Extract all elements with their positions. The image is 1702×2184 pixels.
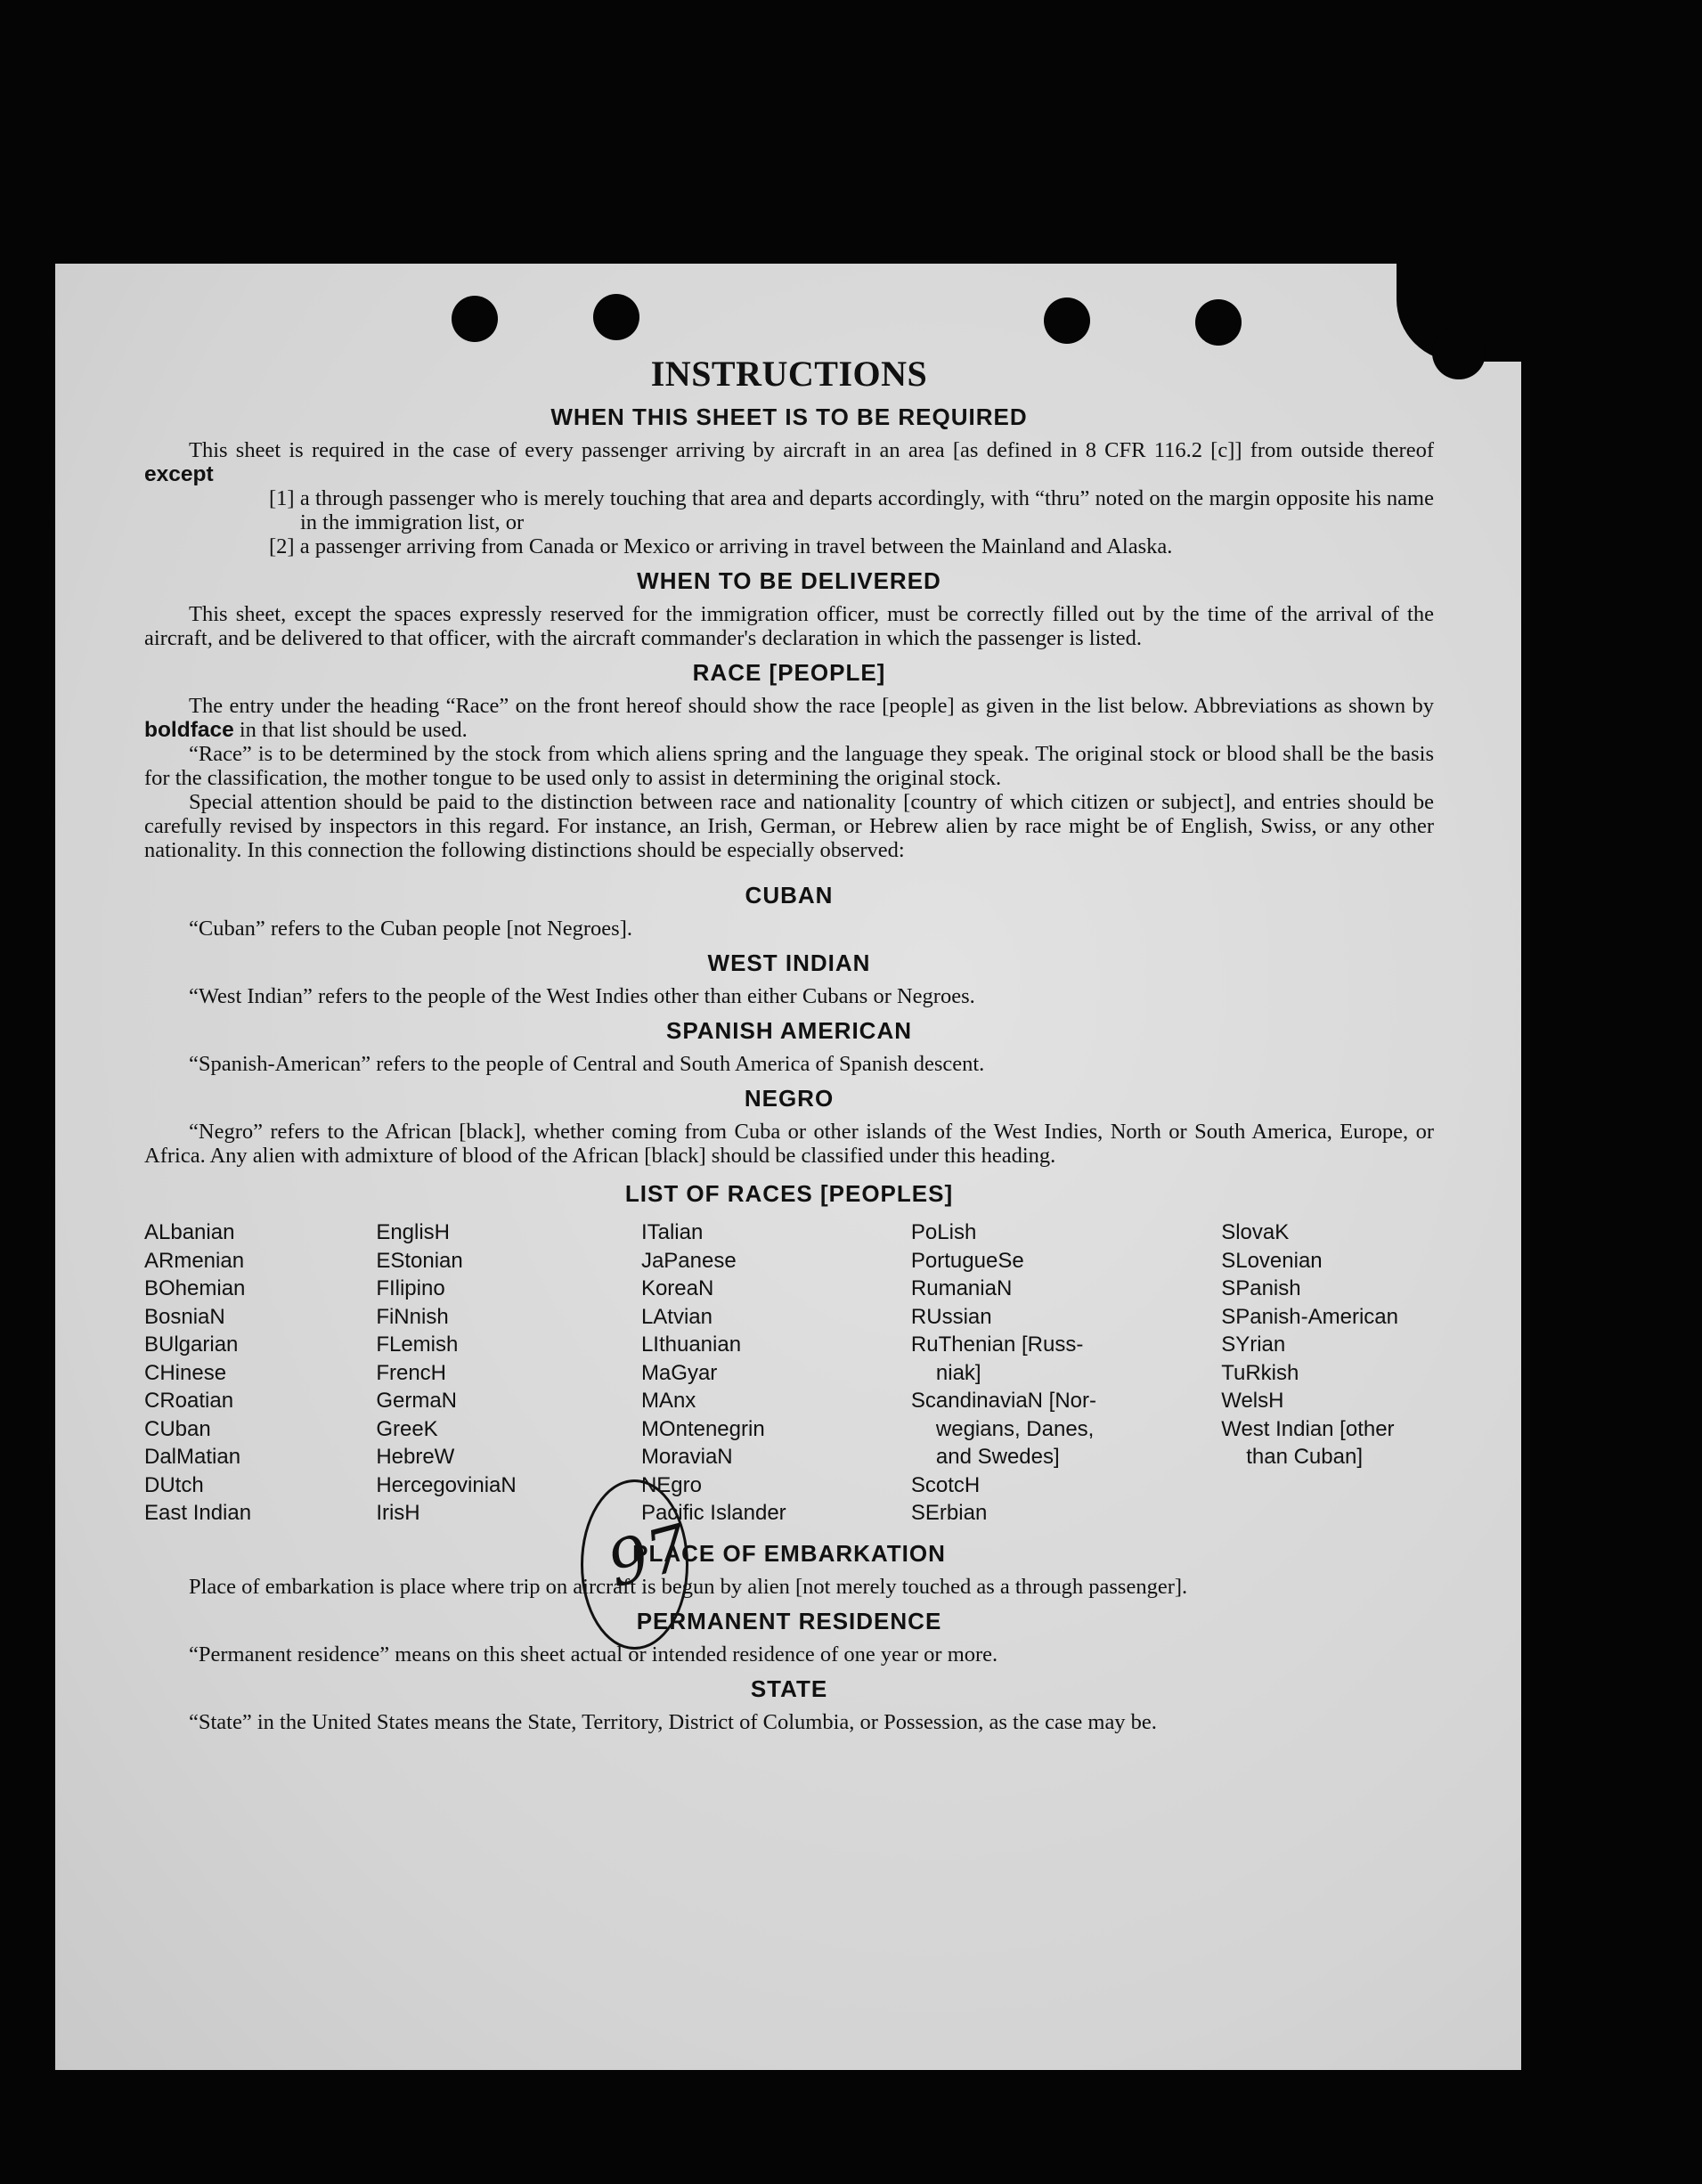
race-entry: GreeK: [376, 1416, 438, 1441]
paragraph: “Permanent residence” means on this sheet actual or intended residence of one year or more.: [189, 1642, 998, 1667]
paragraph-text: This sheet is required in the case of every passenger arriving by aircraft in an area [as defined in 8 CFR 116.2 [c]] from outside thereof: [189, 438, 1434, 462]
document-body: [144, 353, 1434, 1734]
section-heading-race: RACE [PEOPLE]: [692, 659, 886, 686]
page-title: INSTRUCTIONS: [650, 354, 928, 394]
race-entry: MOntenegrin: [640, 1416, 765, 1441]
section-heading-cuban: CUBAN: [745, 882, 834, 909]
list-item: [1] a through passenger who is merely touching that area and departs accordingly, with “thru” noted on the margin opposite his name in the immigration list, or: [269, 486, 1434, 534]
section-heading-when-required: WHEN THIS SHEET IS TO BE REQUIRED: [550, 403, 1028, 430]
race-entry: RUssian: [910, 1304, 992, 1329]
punch-hole: [1044, 297, 1090, 344]
race-entry: SPanish-American: [1221, 1304, 1398, 1329]
handwritten-mark: 97: [599, 1510, 696, 1602]
races-column: [1221, 1218, 1398, 1528]
race-entry: HebreW: [376, 1445, 455, 1469]
race-entry: FIlipino: [376, 1276, 445, 1300]
document-sheet: [55, 264, 1521, 2070]
race-entry: BOhemian: [144, 1276, 246, 1300]
race-entry: ITalian: [640, 1220, 704, 1244]
paragraph: “Race” is to be determined by the stock from which aliens spring and the language they speak. The original stock or blood shall be the basis for the classification, the mother tongue to be used only to assist in determining the original stock.: [144, 742, 1434, 790]
race-entry: KoreaN: [640, 1276, 714, 1300]
race-entry: DalMatian: [144, 1445, 241, 1469]
race-entry: NEgro: [640, 1472, 702, 1497]
race-entry: ALbanian: [144, 1220, 235, 1244]
paragraph: “Cuban” refers to the Cuban people [not Negroes].: [189, 917, 632, 941]
section-heading-west-indian: WEST INDIAN: [707, 949, 871, 976]
punch-hole: [1195, 299, 1242, 346]
paragraph: “State” in the United States means the State, Territory, District of Columbia, or Possession, as the case may be.: [189, 1709, 1157, 1734]
section-heading-state: STATE: [750, 1675, 828, 1702]
race-entry: LIthuanian: [640, 1332, 742, 1357]
race-entry: ARmenian: [144, 1248, 245, 1273]
paragraph: Special attention should be paid to the distinction between race and nationality [country of which citizen or subject], and entries should be carefully revised by inspectors in this regard. For instance, an Irish, German, or Hebrew alien by race might be of English, Swiss, or any other nationality. In this connection the following distinctions should be especially observed:: [144, 790, 1434, 862]
paragraph: This sheet, except the spaces expressly reserved for the immigration officer, must be correctly filled out by the time of the arrival of the aircraft, and be delivered to that officer, with the aircraft commander's declaration in which the passenger is listed.: [144, 602, 1434, 650]
paragraph: Place of embarkation is place where trip on aircraft is begun by alien [not merely touched as a through passenger].: [189, 1574, 1188, 1599]
section-heading-embarkation: PLACE OF EMBARKATION: [632, 1539, 946, 1567]
bold-text: boldface: [144, 718, 234, 742]
section-heading-negro: NEGRO: [744, 1085, 835, 1112]
race-entry: FiNnish: [376, 1304, 449, 1329]
bold-text: except: [144, 462, 214, 486]
race-entry: West Indian [other: [1221, 1416, 1395, 1441]
race-entry: than Cuban]: [1246, 1445, 1363, 1469]
race-entry: FrencH: [376, 1360, 446, 1385]
races-column: [911, 1218, 1096, 1528]
race-entry: TuRkish: [1221, 1360, 1299, 1385]
race-entry: PoLish: [910, 1220, 977, 1244]
race-entry: SLovenian: [1221, 1248, 1323, 1273]
race-entry: SYrian: [1221, 1332, 1286, 1357]
paragraph-text: The entry under the heading “Race” on the front hereof should show the race [people] as given in the list below. Abbreviations as shown by: [189, 694, 1434, 718]
races-column: [641, 1218, 786, 1528]
paragraph: “West Indian” refers to the people of the West Indies other than either Cubans or Negroes.: [189, 984, 975, 1008]
race-entry: CUban: [144, 1416, 211, 1441]
race-entry: FLemish: [376, 1332, 459, 1357]
race-entry: JaPanese: [640, 1248, 737, 1273]
paragraph: “Spanish-American” refers to the people of Central and South America of Spanish descent.: [189, 1052, 985, 1076]
race-entry: niak]: [935, 1360, 981, 1385]
races-column: [376, 1218, 516, 1528]
section-heading-residence: PERMANENT RESIDENCE: [636, 1607, 942, 1634]
race-entry: LAtvian: [640, 1304, 713, 1329]
race-entry: SlovaK: [1221, 1220, 1290, 1244]
race-entry: ScandinaviaN [Nor-: [910, 1389, 1096, 1413]
race-entry: wegians, Danes,: [935, 1416, 1095, 1441]
race-entry: and Swedes]: [935, 1445, 1060, 1469]
section-heading-list-of-races: LIST OF RACES [PEOPLES]: [624, 1180, 954, 1207]
paragraph: [144, 438, 1434, 486]
race-entry: PortugueSe: [910, 1248, 1024, 1273]
race-entry: WelsH: [1221, 1389, 1284, 1413]
paragraph: [144, 694, 1434, 742]
race-entry: BUlgarian: [144, 1332, 239, 1357]
list-item: [2] a passenger arriving from Canada or Mexico or arriving in travel between the Mainland and Alaska.: [269, 534, 1173, 558]
race-entry: MaGyar: [640, 1360, 718, 1385]
race-entry: HercegoviniaN: [376, 1472, 517, 1497]
race-entry: ScotcH: [910, 1472, 981, 1497]
race-entry: CRoatian: [144, 1389, 234, 1413]
punch-hole: [593, 294, 639, 340]
race-entry: RuThenian [Russ-: [910, 1332, 1084, 1357]
handwritten-circled-number: [581, 1479, 696, 1650]
race-entry: DUtch: [144, 1472, 204, 1497]
race-entry: BosniaN: [144, 1304, 225, 1329]
race-entry: GermaN: [376, 1389, 457, 1413]
race-entry: MAnx: [640, 1389, 696, 1413]
section-heading-when-delivered: WHEN TO BE DELIVERED: [637, 567, 941, 594]
section-heading-spanish-american: SPANISH AMERICAN: [665, 1017, 912, 1044]
race-entry: IrisH: [376, 1501, 420, 1525]
race-entry: SPanish: [1221, 1276, 1301, 1300]
paragraph: “Negro” refers to the African [black], whether coming from Cuba or other islands of the West Indies, North or South America, Europe, or Africa. Any alien with admixture of blood of the African [black] should be classified under this heading.: [144, 1120, 1434, 1168]
race-entry: CHinese: [144, 1360, 227, 1385]
paragraph-text: in that list should be used.: [233, 718, 468, 742]
race-entry: RumaniaN: [910, 1276, 1013, 1300]
race-entry: Pacific Islander: [640, 1501, 786, 1525]
races-column: [144, 1218, 251, 1528]
race-entry: EStonian: [376, 1248, 463, 1273]
race-entry: MoraviaN: [640, 1445, 733, 1469]
torn-corner: [1432, 326, 1486, 379]
races-list: [144, 1218, 1434, 1528]
race-entry: SErbian: [910, 1501, 988, 1525]
punch-hole: [452, 296, 498, 342]
race-entry: East Indian: [144, 1501, 252, 1525]
race-entry: EnglisH: [376, 1220, 451, 1244]
